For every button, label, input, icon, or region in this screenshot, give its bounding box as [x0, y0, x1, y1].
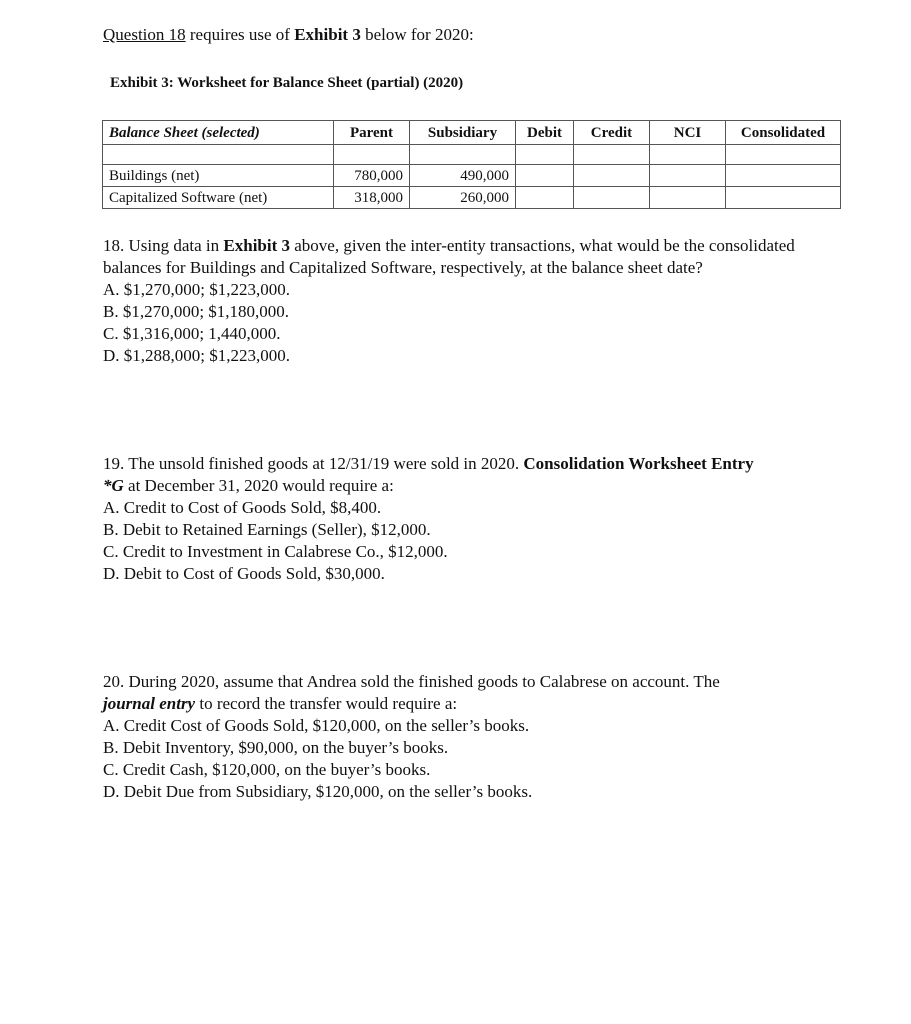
question-18-stem [103, 235, 843, 279]
stem-rest: to record the transfer would require a: [195, 694, 458, 713]
consolidated-value [726, 187, 841, 209]
question-20-option-b: B. Debit Inventory, $90,000, on the buyer’s books. [103, 738, 449, 757]
subsidiary-value: 490,000 [410, 165, 516, 187]
empty-cell [103, 145, 334, 165]
header-parent: Parent [334, 121, 410, 145]
question-19-option-a: A. Credit to Cost of Goods Sold, $8,400. [103, 498, 382, 517]
subsidiary-value: 260,000 [410, 187, 516, 209]
stem-lead: 19. The unsold finished goods at 12/31/19 were sold in 2020. [103, 454, 524, 473]
stem-bold: Exhibit 3 [223, 236, 291, 255]
table-spacer-row [103, 145, 841, 165]
question-18-option-a: A. $1,270,000; $1,223,000. [103, 280, 290, 299]
parent-value: 318,000 [334, 187, 410, 209]
credit-value [574, 165, 650, 187]
header-balance-sheet: Balance Sheet (selected) [103, 121, 334, 145]
question-19-option-c: C. Credit to Investment in Calabrese Co., $12,000. [103, 542, 448, 561]
intro-text-b: below for 2020: [360, 25, 474, 44]
question-19-stem [103, 453, 843, 497]
intro-line [103, 24, 474, 46]
exhibit-title: Exhibit 3: Worksheet for Balance Sheet (partial) (2020) [110, 75, 464, 91]
empty-cell [516, 145, 574, 165]
nci-value [650, 187, 726, 209]
stem-bold-italic: journal entry [103, 694, 196, 713]
question-20-option-a: A. Credit Cost of Goods Sold, $120,000, on the seller’s books. [103, 716, 530, 735]
empty-cell [650, 145, 726, 165]
nci-value [650, 165, 726, 187]
question-18-option-d: D. $1,288,000; $1,223,000. [103, 346, 290, 365]
row-label: Buildings (net) [103, 165, 334, 187]
stem-rest: above, given the inter-entity transactions, what would be the consolidated balances for Buildings and Capitalized Software, respectively, at the balance sheet date? [103, 236, 795, 277]
stem-bold-italic: *G [103, 476, 124, 495]
empty-cell [410, 145, 516, 165]
exhibit-reference: Exhibit 3 [294, 25, 361, 44]
worksheet-table [102, 120, 841, 209]
table-row [103, 187, 841, 209]
question-reference: Question 18 [103, 25, 186, 44]
stem-bold: Consolidation Worksheet Entry [523, 454, 754, 473]
stem-rest: at December 31, 2020 would require a: [123, 476, 394, 495]
header-consolidated: Consolidated [726, 121, 841, 145]
consolidated-value [726, 165, 841, 187]
question-20 [103, 671, 843, 803]
question-19 [103, 453, 843, 585]
question-18-option-c: C. $1,316,000; 1,440,000. [103, 324, 281, 343]
empty-cell [726, 145, 841, 165]
question-20-stem [103, 671, 843, 715]
header-nci: NCI [650, 121, 726, 145]
question-18 [103, 235, 843, 367]
header-debit: Debit [516, 121, 574, 145]
empty-cell [574, 145, 650, 165]
intro-text-a: requires use of [185, 25, 295, 44]
table-header-row [103, 121, 841, 145]
question-18-option-b: B. $1,270,000; $1,180,000. [103, 302, 290, 321]
credit-value [574, 187, 650, 209]
header-credit: Credit [574, 121, 650, 145]
parent-value: 780,000 [334, 165, 410, 187]
question-20-option-d: D. Debit Due from Subsidiary, $120,000, on the seller’s books. [103, 782, 533, 801]
debit-value [516, 165, 574, 187]
table-row [103, 165, 841, 187]
header-subsidiary: Subsidiary [410, 121, 516, 145]
row-label: Capitalized Software (net) [103, 187, 334, 209]
stem-lead: 20. During 2020, assume that Andrea sold the finished goods to Calabrese on account. The [103, 672, 720, 691]
debit-value [516, 187, 574, 209]
question-20-option-c: C. Credit Cash, $120,000, on the buyer’s books. [103, 760, 431, 779]
empty-cell [334, 145, 410, 165]
question-19-option-d: D. Debit to Cost of Goods Sold, $30,000. [103, 564, 385, 583]
question-19-option-b: B. Debit to Retained Earnings (Seller), $12,000. [103, 520, 431, 539]
stem-lead: 18. Using data in [103, 236, 224, 255]
